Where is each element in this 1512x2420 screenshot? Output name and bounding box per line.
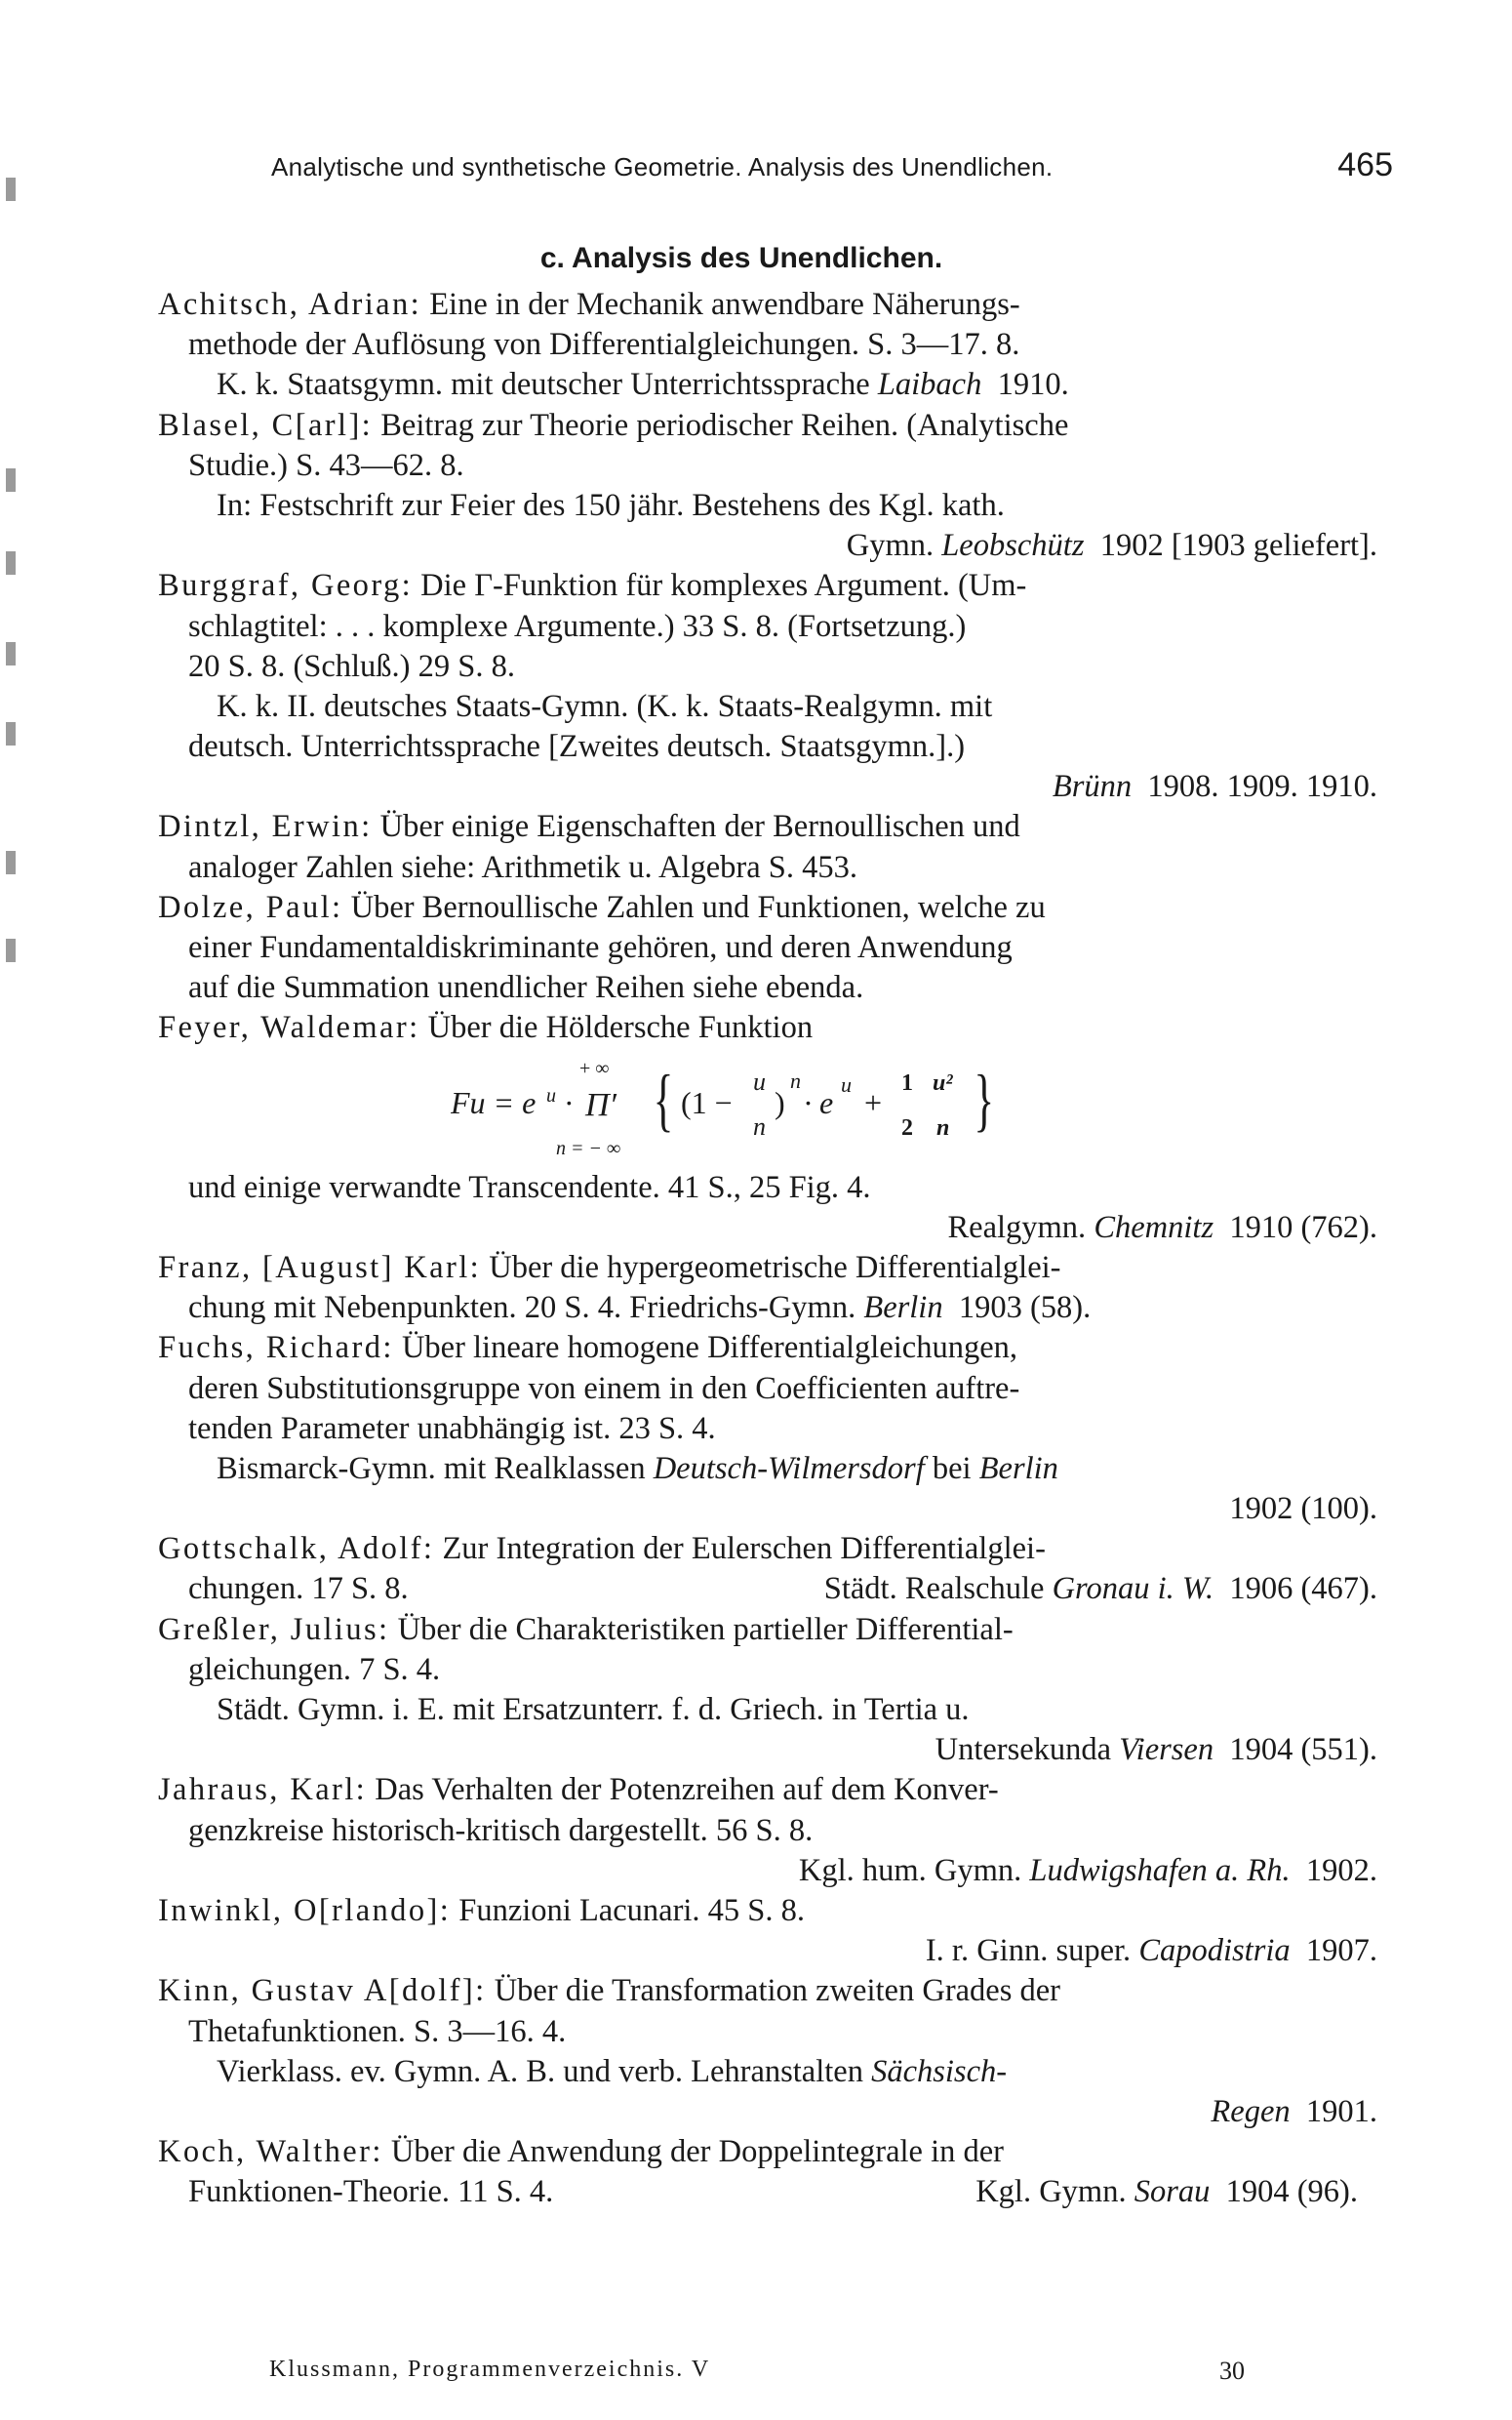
formula-u2-den: n [936, 1114, 950, 1141]
formula-product: Π′ [585, 1086, 617, 1123]
formula-left-brace: { [653, 1060, 674, 1139]
entry-place: Chemnitz [1094, 1209, 1214, 1245]
page-footer [269, 2357, 1245, 2392]
running-title: Analytische und synthetische Geometrie. Analysis des Unendlichen. [271, 152, 1054, 182]
entry-place: Deutsch-Wilmersdorf [653, 1450, 925, 1486]
entry-author: Achitsch, Adrian: [158, 287, 422, 322]
entry-place: Berlin [863, 1290, 943, 1326]
list-item: Dintzl, Erwin: Über einige Eigenschaften der Bernoullischen und analoger Zahlen siehe: Arithmetik u. Algebra S. 453. [158, 809, 1020, 885]
entry-author: Fuchs, Richard: [158, 1330, 394, 1366]
margin-mark [6, 642, 16, 666]
entry-author: Blasel, C[arl]: [158, 407, 374, 443]
bibliography-list [158, 285, 1377, 2212]
entry-place: Sächsisch- [871, 2053, 1008, 2089]
margin-mark [6, 939, 16, 962]
formula-dot: · [564, 1084, 575, 1120]
list-item: Gottschalk, Adolf: Zur Integration der Eulerschen Differentialglei- chungen. 17 S. 8. Städt. Realschule Gronau i. W. 1906 (467). [158, 1531, 1377, 1607]
entry-author: Feyer, Waldemar: [158, 1010, 420, 1046]
entry-author: Gottschalk, Adolf: [158, 1531, 435, 1567]
entry-author: Dolze, Paul: [158, 889, 343, 925]
formula-term: (1 − [681, 1084, 733, 1120]
footer-source: Klussmann, Programmenverzeichnis. V [269, 2357, 711, 2382]
margin-mark [6, 851, 16, 874]
formula-exp: · e [804, 1084, 834, 1120]
margin-mark [6, 722, 16, 746]
entry-author: Franz, [August] Karl: [158, 1249, 482, 1285]
entry-place: Gronau i. W. [1052, 1571, 1214, 1607]
formula-frac-den: n [753, 1111, 766, 1141]
formula-frac-num: u [753, 1067, 766, 1096]
list-item: Achitsch, Adrian: Eine in der Mechanik anwendbare Näherungs- methode der Auflösung von Differentialgleichungen. S. 3—17. 8. K. k. Staatsgymn. mit deutscher Unterrichtssprache Laibach 1910. [158, 287, 1069, 403]
entry-place: Regen [1211, 2093, 1291, 2129]
list-item: Dolze, Paul: Über Bernoullische Zahlen und Funktionen, welche zu einer Fundamentaldiskriminante gehören, und deren Anwendung auf die Summation unendlicher Reihen siehe ebenda. [158, 889, 1046, 1006]
entry-place: Capodistria [1138, 1933, 1291, 1969]
formula-half-num: 1 [901, 1069, 913, 1096]
entry-place: Sorau [1134, 2174, 1211, 2210]
formula-upper-limit: + ∞ [579, 1057, 610, 1079]
list-item: Feyer, Waldemar: Über die Höldersche Funktion Fu = e u · + ∞ Π′ n = − ∞ { (1 − u n ) n · e u + 1 2 u² n } und einige verwandte Transcendente. 41 S., 25 Fig. 4. Realgymn. Chemnitz 1910 (762). [158, 1010, 1377, 1245]
list-item: Fuchs, Richard: Über lineare homogene Differentialgleichungen, deren Substitutionsgruppe von einem in den Coefficienten auftre- tenden Parameter unabhängig ist. 23 S. 4. Bismarck-Gymn. mit Realklassen Deutsch-Wilmersdorf bei Berlin 1902 (100). [158, 1330, 1377, 1527]
list-item: Koch, Walther: Über die Anwendung der Doppelintegrale in der Funktionen-Theorie. 11 S. 4. Kgl. Gymn. Sorau 1904 (96). [158, 2134, 1358, 2210]
hoelder-formula [158, 1053, 1377, 1168]
formula-right-brace: } [974, 1060, 995, 1139]
list-item: Franz, [August] Karl: Über die hypergeometrische Differentialglei- chung mit Nebenpunkten. 20 S. 4. Friedrichs-Gymn. Berlin 1903 (58). [158, 1249, 1092, 1326]
entry-author: Dintzl, Erwin: [158, 809, 373, 845]
formula-u2-num: u² [933, 1069, 953, 1096]
entry-place: Laibach [877, 367, 982, 403]
list-item: Kinn, Gustav A[dolf]: Über die Transformation zweiten Grades der Thetafunktionen. S. 3—16. 4. Vierklass. ev. Gymn. A. B. und verb. Lehranstalten Sächsisch- Regen 1901. [158, 1973, 1377, 2129]
entry-place: Ludwigshafen a. Rh. [1029, 1852, 1291, 1888]
list-item: Jahraus, Karl: Das Verhalten der Potenzreihen auf dem Konver- genzkreise historisch-kritisch dargestellt. 56 S. 8. Kgl. hum. Gymn. Ludwigshafen a. Rh. 1902. [158, 1772, 1377, 1888]
entry-author: Inwinkl, O[rlando]: [158, 1892, 452, 1928]
list-item: Blasel, C[arl]: Beitrag zur Theorie periodischer Reihen. (Analytische Studie.) S. 43—62. 8. In: Festschrift zur Feier des 150 jähr. Bestehens des Kgl. kath. Gymn. Leobschütz 1902 [1903 geliefert]. [158, 407, 1377, 564]
margin-mark [6, 551, 16, 575]
entry-author: Burggraf, Georg: [158, 568, 414, 604]
formula-power: n [790, 1068, 801, 1093]
section-title: c. Analysis des Unendlichen. [539, 242, 943, 274]
entry-place: Viersen [1119, 1732, 1214, 1768]
margin-mark [6, 468, 16, 492]
margin-mark [6, 178, 16, 201]
entry-place: Brünn [1052, 769, 1133, 805]
entry-author: Jahraus, Karl: [158, 1772, 368, 1808]
list-item: Inwinkl, O[rlando]: Funzioni Lacunari. 45 S. 8. I. r. Ginn. super. Capodistria 1907. [158, 1892, 1377, 1969]
formula-paren: ) [775, 1084, 785, 1120]
entry-author: Koch, Walther: [158, 2134, 383, 2170]
running-head [271, 146, 1393, 185]
formula-lower-limit: n = − ∞ [556, 1137, 621, 1159]
formula-half-den: 2 [901, 1114, 913, 1141]
signature-mark: 30 [1219, 2357, 1245, 2385]
list-item: Burggraf, Georg: Die Γ-Funktion für komplexes Argument. (Um- schlagtitel: . . . komplexe Argumente.) 33 S. 8. (Fortsetzung.) 20 S. 8. (Schluß.) 29 S. 8. K. k. II. deutsches Staats-Gymn. (K. k. Staats-Realgymn. mit deutsch. Unterrichtssprache [Zweites deutsch. Staatsgymn.].) Brünn 1908. 1909. 1910. [158, 568, 1377, 805]
entry-place: Berlin [978, 1450, 1058, 1486]
formula-graphic [451, 1053, 1055, 1168]
page-number: 465 [1337, 146, 1393, 183]
entry-author: Greßler, Julius: [158, 1611, 390, 1647]
formula-exponent: u [546, 1084, 556, 1107]
list-item: Greßler, Julius: Über die Charakteristiken partieller Differential- gleichungen. 7 S. 4. Städt. Gymn. i. E. mit Ersatzunterr. f. d. Griech. in Tertia u. Untersekunda Viersen 1904 (551). [158, 1611, 1377, 1768]
formula-lhs: Fu = e [451, 1084, 537, 1120]
entry-author: Kinn, Gustav A[dolf]: [158, 1973, 487, 2009]
formula-plus: + [864, 1084, 883, 1120]
entry-place: Leobschütz [941, 528, 1085, 564]
formula-exp-u: u [841, 1071, 852, 1097]
